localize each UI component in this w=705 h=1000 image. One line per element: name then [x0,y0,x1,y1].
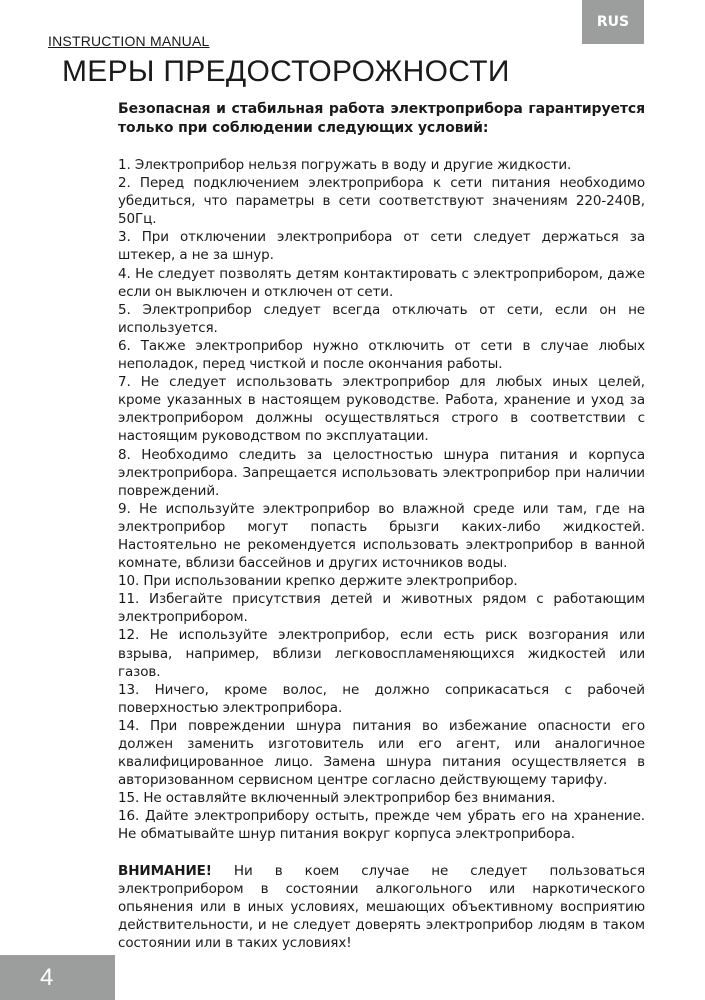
intro-text: Безопасная и стабильная работа электроприбора гарантируется только при соблюдении следующих условий: [118,101,645,136]
warning-paragraph [118,862,645,952]
list-item: 12. Не используйте электроприбор, если есть риск возгорания или взрыва, например, вблизи легковоспламеняющихся жидкостей или газов. [118,627,645,680]
list-item: 4. Не следует позволять детям контактировать с электроприбором, даже если он выключен и отключен от сети. [118,265,645,300]
list-item: 15. Не оставляйте включенный электроприбор без внимания. [118,790,556,807]
list-item: 2. Перед подключением электроприбора к сети питания необходимо убедиться, что параметры в сети соответствуют значениям 220-240В, 50Гц. [118,175,645,228]
warning-text: Ни в коем случае не следует пользоваться электроприбором в состоянии алкогольного или наркотического опьянения или в иных условиях, мешающих объективному восприятию действительности, и не следует доверять электроприбор людям в таком состоянии или в таких условиях! [118,862,645,951]
list-item: 11. Избегайте присутствия детей и животных рядом с работающим электроприбором. [118,591,645,626]
list-item: 9. Не используйте электроприбор во влажной среде или там, где на электроприбор могут попасть брызги каких-либо жидкостей. Настоятельно не рекомендуется использовать электроприбор в ванной комнате, вблизи бассейнов и других источников воды. [118,500,645,572]
page-title: МЕРЫ ПРЕДОСТОРОЖНОСТИ [62,55,510,88]
list-item: 5. Электроприбор следует всегда отключать от сети, если он не используется. [118,301,645,336]
warning-label: ВНИМАНИЕ! [118,862,212,879]
list-item: 6. Также электроприбор нужно отключить от сети в случае любых неполадок, перед чисткой и после окончания работы. [118,337,645,373]
list-item: 13. Ничего, кроме волос, не должно соприкасаться с рабочей поверхностью электроприбора. [118,681,645,716]
list-item: 8. Необходимо следить за целостностью шнура питания и корпуса электроприбора. Запрещается использовать электроприбор при наличии повреждений. [118,446,645,499]
main-content [118,100,645,952]
page-number: 4 [0,955,115,1000]
manual-label: INSTRUCTION MANUAL [48,33,210,49]
language-tab: RUS [582,0,644,44]
list-item: 7. Не следует использовать электроприбор для любых иных целей, кроме указанных в настоящем руководстве. Работа, хранение и уход за электроприбором должны осуществляться строго в соответствии с настоящим руководством по эксплуатации. [118,374,645,445]
list-item: 14. При повреждении шнура питания во избежание опасности его должен заменить изготовитель или его агент, или аналогичное квалифицированное лицо. Замена шнура питания осуществляется в авторизованном сервисном центре согласно действующему тарифу. [118,717,645,789]
list-item: 3. При отключении электроприбора от сети следует держаться за штекер, а не за шнур. [118,229,645,264]
list-item: 1. Электроприбор нельзя погружать в воду и другие жидкости. [118,157,572,173]
precautions-list [118,156,645,844]
list-item: 10. При использовании крепко держите электроприбор. [118,573,518,590]
list-item: 16. Дайте электроприбору остыть, прежде чем убрать его на хранение. Не обматывайте шнур питания вокруг корпуса электроприбора. [118,808,645,843]
